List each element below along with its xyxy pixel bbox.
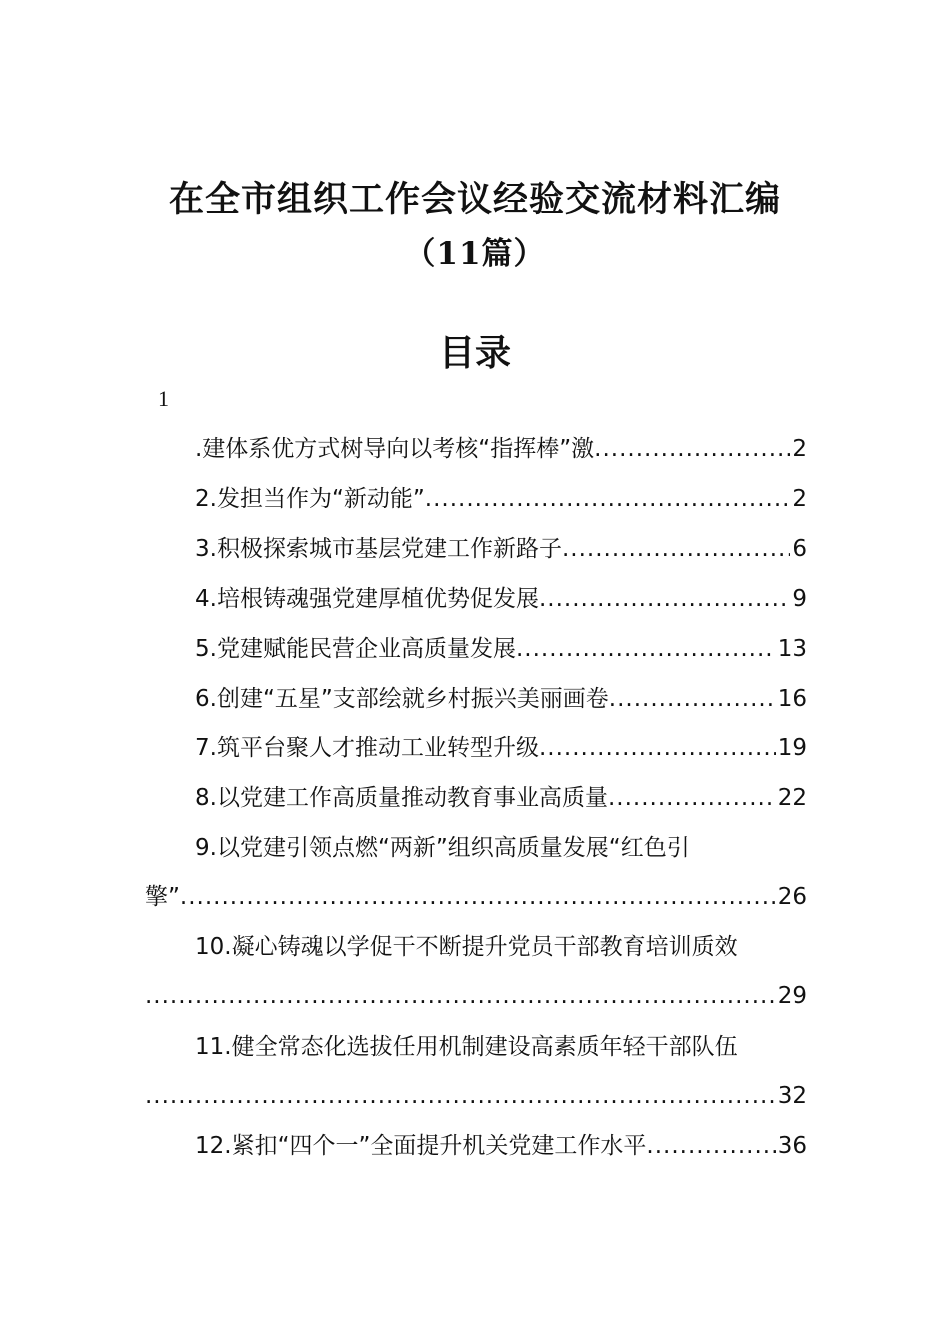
toc-entry-page: 16 [777,686,807,712]
toc-leader-dots [539,581,790,617]
toc-entry[interactable] [195,581,807,617]
toc-leader-dots [609,681,776,717]
toc-entry[interactable] [195,681,807,717]
toc-entry-title: 2.发担当作为“新动能” [195,486,425,512]
toc-entry[interactable] [195,481,807,517]
toc-entry-title: 12.紧扣“四个一”全面提升机关党建工作水平 [195,1133,647,1159]
toc-entry-title: .建体系优方式树导向以考核“指挥棒”激 [195,436,595,462]
toc-entry[interactable] [195,631,807,667]
toc-entry[interactable] [195,531,807,567]
toc-entry-page: 13 [777,636,807,662]
toc-entry-page: 36 [777,1133,807,1159]
toc-entry-title: 7.筑平台聚人才推动工业转型升级 [195,735,539,761]
toc-heading: 目录 [438,332,511,374]
toc-entry[interactable] [195,730,807,766]
toc-leader-dots [145,978,776,1014]
toc-leader-dots [539,730,776,766]
toc-entry-page: 29 [777,983,807,1009]
toc-entry[interactable] [145,978,807,1014]
toc-entry-title[interactable]: 11.健全常态化选拔任用机制建设高素质年轻干部队伍 [195,1034,738,1060]
stray-number: 1 [158,386,169,411]
toc-entry[interactable] [195,1128,807,1164]
toc-entry-page: 32 [777,1083,807,1109]
toc-entry[interactable] [195,431,807,467]
document-subtitle: （11篇） [404,236,546,272]
toc-leader-dots [425,481,791,517]
toc-entry-page: 9 [792,586,807,612]
toc-entry-page: 6 [792,536,807,562]
toc-entry-title[interactable]: 9.以党建引领点燃“两新”组织高质量发展“红色引 [195,835,690,861]
toc-entry-title: 5.党建赋能民营企业高质量发展 [195,636,516,662]
toc-leader-dots [646,1128,775,1164]
toc-leader-dots [516,631,776,667]
toc-leader-dots [180,879,776,915]
toc-entry-page: 19 [777,735,807,761]
toc-entry-page: 2 [792,486,807,512]
toc-leader-dots [594,431,790,467]
toc-leader-dots [608,780,776,816]
toc-entry-title: 8.以党建工作高质量推动教育事业高质量 [195,785,608,811]
toc-entry-page: 22 [777,785,807,811]
document-title: 在全市组织工作会议经验交流材料汇编 [168,179,781,220]
toc-leader-dots [562,531,790,567]
toc-entry-page: 2 [792,436,807,462]
toc-entry-title: 6.创建“五星”支部绘就乡村振兴美丽画卷 [195,686,609,712]
toc-entry-title-continuation: 擎” [145,884,180,910]
toc-entry[interactable] [145,879,807,915]
toc-entry[interactable] [145,1078,807,1114]
toc-leader-dots [145,1078,776,1114]
toc-entry-title[interactable]: 10.凝心铸魂以学促干不断提升党员干部教育培训质效 [195,934,738,960]
toc-entry-page: 26 [777,884,807,910]
toc-entry[interactable] [195,780,807,816]
toc-entry-title: 3.积极探索城市基层党建工作新路子 [195,536,562,562]
toc-entry-title: 4.培根铸魂强党建厚植优势促发展 [195,586,539,612]
